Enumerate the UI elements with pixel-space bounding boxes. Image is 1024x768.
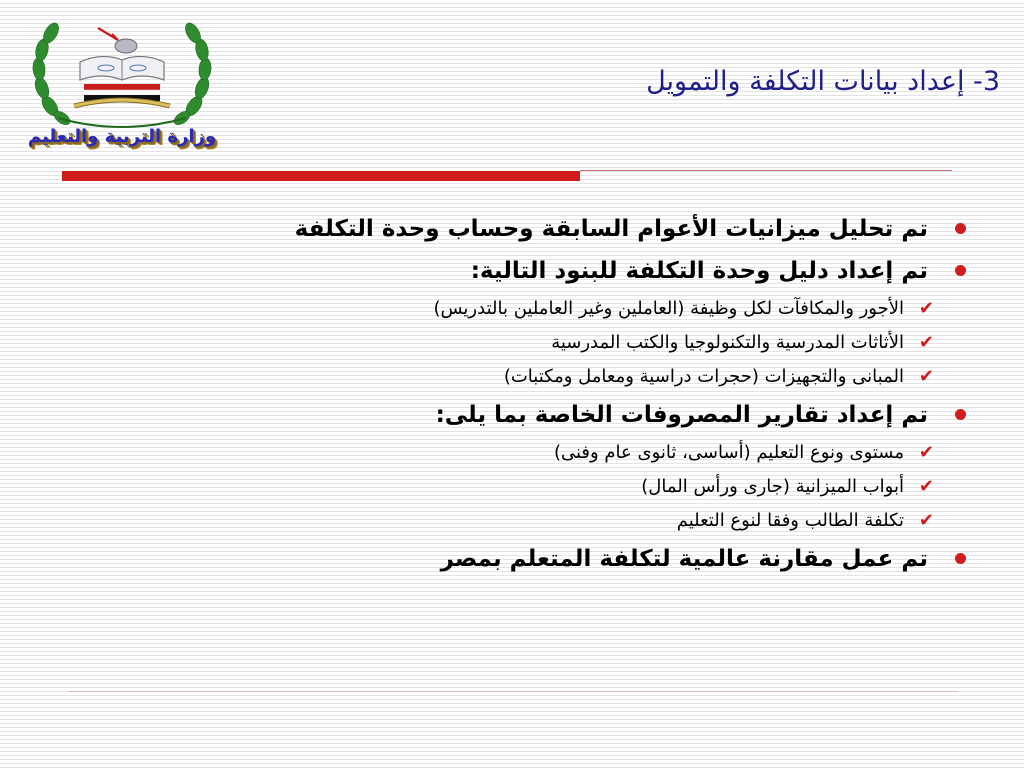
bullet-dot-icon <box>955 553 966 564</box>
sub-item-text: أبواب الميزانية (جارى ورأس المال) <box>641 476 904 497</box>
checkmark-icon: ✔ <box>918 510 934 531</box>
logo-caption: وزارة التربية والتعليم <box>27 126 217 147</box>
sub-item-text: تكلفة الطالب وفقا لنوع التعليم <box>676 510 904 531</box>
title-underline-accent <box>62 171 580 181</box>
sub-item <box>156 470 976 504</box>
ministry-logo <box>22 14 222 172</box>
checkmark-icon: ✔ <box>918 366 934 387</box>
slide-content <box>156 208 976 580</box>
bullet-item <box>156 208 976 250</box>
bullet-text: تم عمل مقارنة عالمية لتكلفة المتعلم بمصر <box>440 546 928 572</box>
sub-item <box>156 436 976 470</box>
ministry-emblem-icon <box>22 14 222 134</box>
checkmark-icon: ✔ <box>918 442 934 463</box>
bullet-item <box>156 538 976 580</box>
sub-item <box>156 326 976 360</box>
bullet-text: تم إعداد تقارير المصروفات الخاصة بما يلى: <box>435 402 928 428</box>
sub-item-text: الأثاثات المدرسية والتكنولوجيا والكتب المدرسية <box>551 332 904 353</box>
title-underline-thin <box>580 170 952 171</box>
bullet-dot-icon <box>955 409 966 420</box>
sub-item-text: المبانى والتجهيزات (حجرات دراسية ومعامل ومكتبات) <box>503 366 904 387</box>
sub-item-text: الأجور والمكافآت لكل وظيفة (العاملين وغير العاملين بالتدريس) <box>433 298 904 319</box>
bullet-item <box>156 250 976 292</box>
checkmark-icon: ✔ <box>918 332 934 353</box>
bullet-dot-icon <box>955 223 966 234</box>
slide-title: 3- إعداد بيانات التكلفة والتمويل <box>646 66 1000 97</box>
bullet-item <box>156 394 976 436</box>
sub-item <box>156 360 976 394</box>
bullet-text: تم تحليل ميزانيات الأعوام السابقة وحساب وحدة التكلفة <box>294 216 928 242</box>
sub-item-text: مستوى ونوع التعليم (أساسى، ثانوى عام وفنى) <box>553 442 904 463</box>
footer-divider <box>68 691 958 692</box>
sub-item <box>156 292 976 326</box>
bullet-text: تم إعداد دليل وحدة التكلفة للبنود التالية: <box>470 258 928 284</box>
bullet-dot-icon <box>955 265 966 276</box>
sub-item <box>156 504 976 538</box>
checkmark-icon: ✔ <box>918 298 934 319</box>
checkmark-icon: ✔ <box>918 476 934 497</box>
